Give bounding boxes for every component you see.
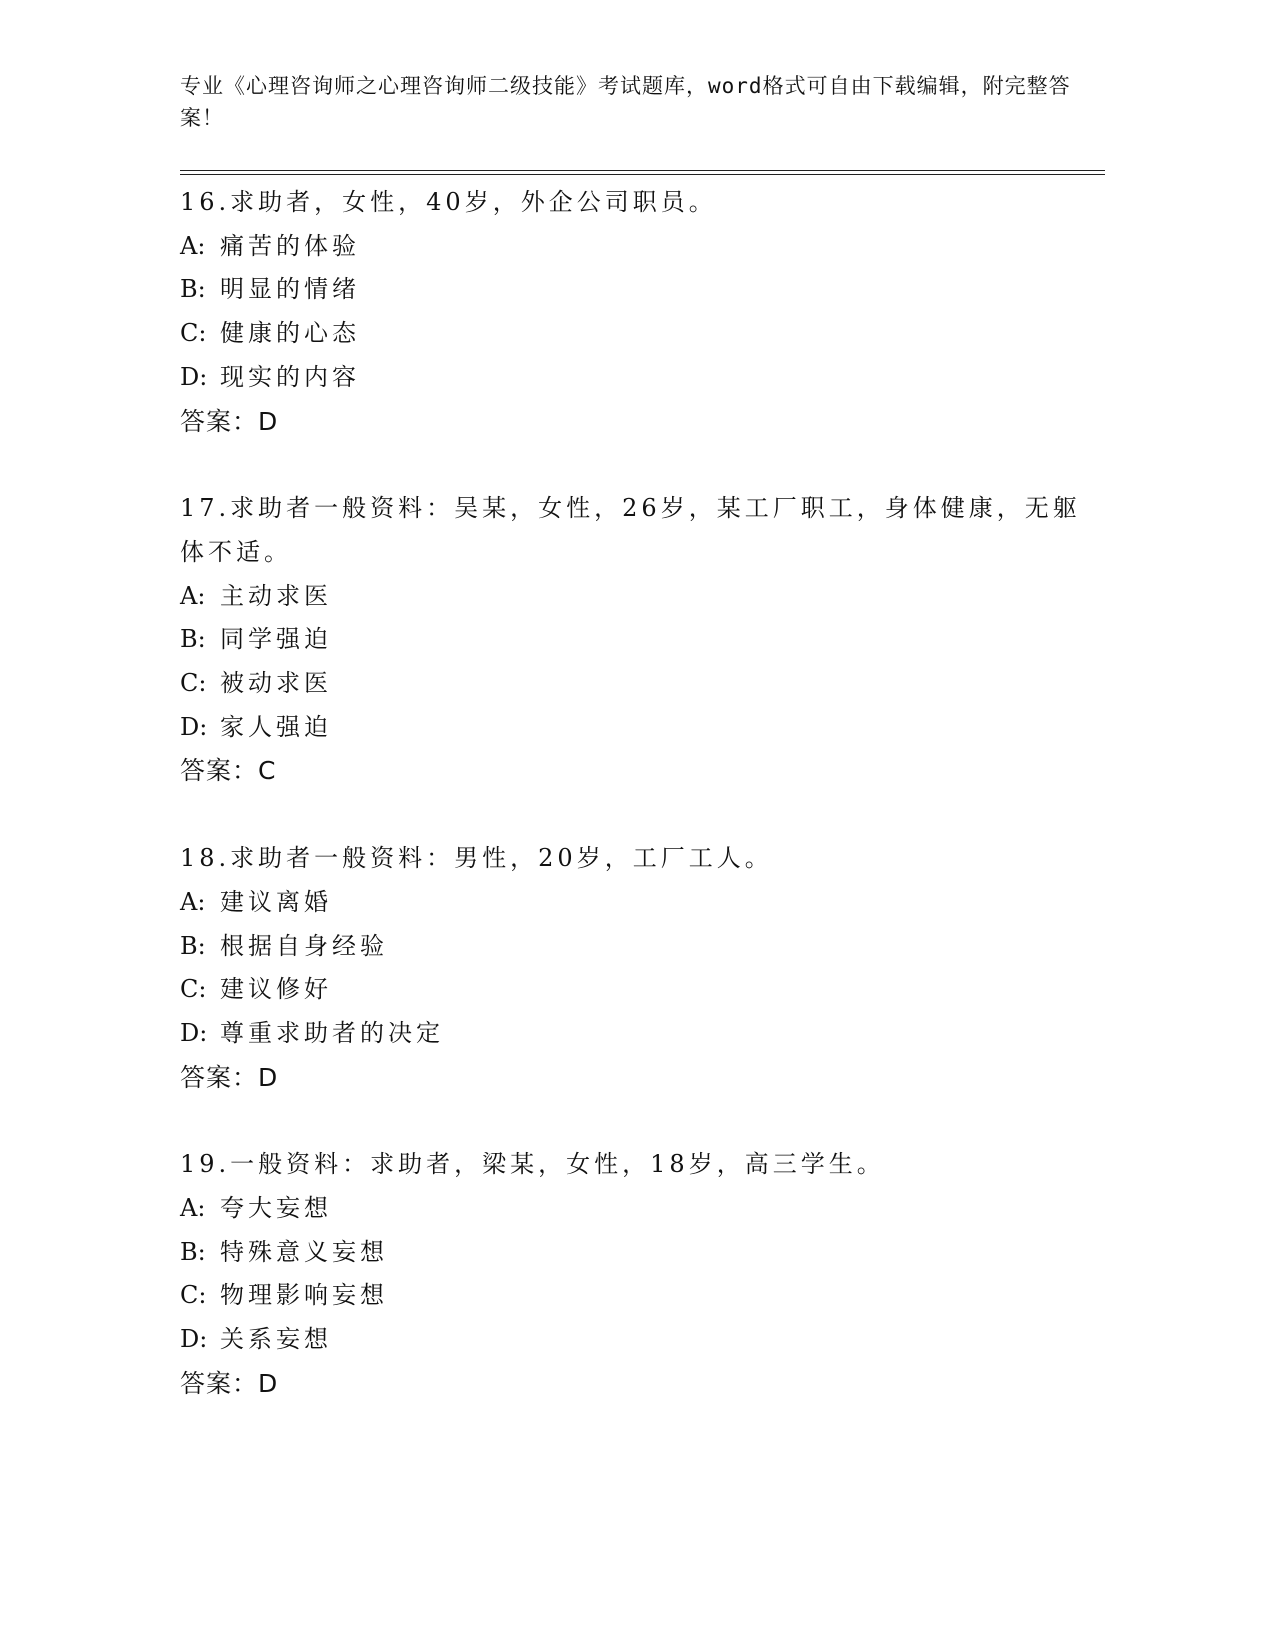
option-text: 夸大妄想 bbox=[220, 1194, 332, 1223]
option-text: 现实的内容 bbox=[220, 362, 360, 391]
answer-line: 答案：C bbox=[180, 756, 277, 786]
option-a bbox=[180, 1187, 1100, 1231]
option-b bbox=[180, 1231, 1100, 1275]
option-text: 特殊意义妄想 bbox=[220, 1237, 388, 1266]
option-text: 关系妄想 bbox=[220, 1325, 332, 1354]
option-text: 痛苦的体验 bbox=[220, 231, 360, 260]
document-header: 专业《心理咨询师之心理咨询师二级技能》考试题库，word格式可自由下载编辑，附完整答案！ bbox=[180, 74, 1071, 130]
option-letter: B: bbox=[180, 625, 206, 654]
option-letter: C: bbox=[180, 1281, 207, 1310]
option-letter: B: bbox=[180, 275, 206, 304]
answer-line: 答案：D bbox=[180, 1368, 279, 1398]
option-letter: A: bbox=[180, 887, 206, 916]
header-divider-top bbox=[180, 170, 1105, 171]
option-letter: D: bbox=[180, 712, 208, 741]
option-b bbox=[180, 925, 1100, 969]
option-letter: A: bbox=[180, 581, 206, 610]
option-d bbox=[180, 356, 1100, 400]
option-text: 建议离婚 bbox=[220, 887, 332, 916]
option-text: 明显的情绪 bbox=[220, 275, 360, 304]
option-b bbox=[180, 268, 1100, 312]
option-d bbox=[180, 1318, 1100, 1362]
option-text: 尊重求助者的决定 bbox=[220, 1018, 444, 1047]
question-stem: 19.一般资料：求助者，梁某，女性，18岁，高三学生。 bbox=[180, 1150, 885, 1179]
option-text: 被动求医 bbox=[220, 669, 332, 698]
option-letter: B: bbox=[180, 1237, 206, 1266]
question-stem: 16.求助者，女性，40岁，外企公司职员。 bbox=[180, 188, 717, 216]
option-letter: C: bbox=[180, 669, 207, 698]
option-c bbox=[180, 968, 1100, 1012]
option-text: 家人强迫 bbox=[220, 712, 332, 741]
option-b bbox=[180, 618, 1100, 662]
option-letter: B: bbox=[180, 931, 206, 960]
option-text: 物理影响妄想 bbox=[220, 1281, 388, 1310]
option-c bbox=[180, 662, 1100, 706]
option-letter: D: bbox=[180, 1018, 208, 1047]
option-c bbox=[180, 312, 1100, 356]
question-16 bbox=[180, 181, 1100, 443]
option-text: 建议修好 bbox=[220, 975, 332, 1004]
option-a bbox=[180, 225, 1100, 269]
option-text: 根据自身经验 bbox=[220, 931, 388, 960]
option-text: 同学强迫 bbox=[220, 625, 332, 654]
option-c bbox=[180, 1274, 1100, 1318]
option-text: 健康的心态 bbox=[220, 319, 360, 348]
answer-line: 答案：D bbox=[180, 406, 279, 436]
option-letter: C: bbox=[180, 319, 207, 348]
header-divider-bottom bbox=[180, 174, 1105, 175]
option-letter: A: bbox=[180, 1194, 206, 1223]
question-17 bbox=[180, 487, 1100, 793]
question-list bbox=[180, 181, 1100, 1450]
option-letter: D: bbox=[180, 362, 208, 391]
option-a bbox=[180, 881, 1100, 925]
option-letter: A: bbox=[180, 231, 206, 260]
option-text: 主动求医 bbox=[220, 581, 332, 610]
question-stem: 18.求助者一般资料：男性，20岁，工厂工人。 bbox=[180, 844, 773, 873]
option-letter: D: bbox=[180, 1325, 208, 1354]
question-19 bbox=[180, 1143, 1100, 1405]
option-d bbox=[180, 706, 1100, 750]
option-letter: C: bbox=[180, 975, 207, 1004]
answer-line: 答案：D bbox=[180, 1062, 279, 1092]
question-stem: 17.求助者一般资料：吴某，女性，26岁，某工厂职工，身体健康，无躯体不适。 bbox=[180, 494, 1081, 566]
question-18 bbox=[180, 837, 1100, 1099]
option-d bbox=[180, 1012, 1100, 1056]
option-a bbox=[180, 575, 1100, 619]
